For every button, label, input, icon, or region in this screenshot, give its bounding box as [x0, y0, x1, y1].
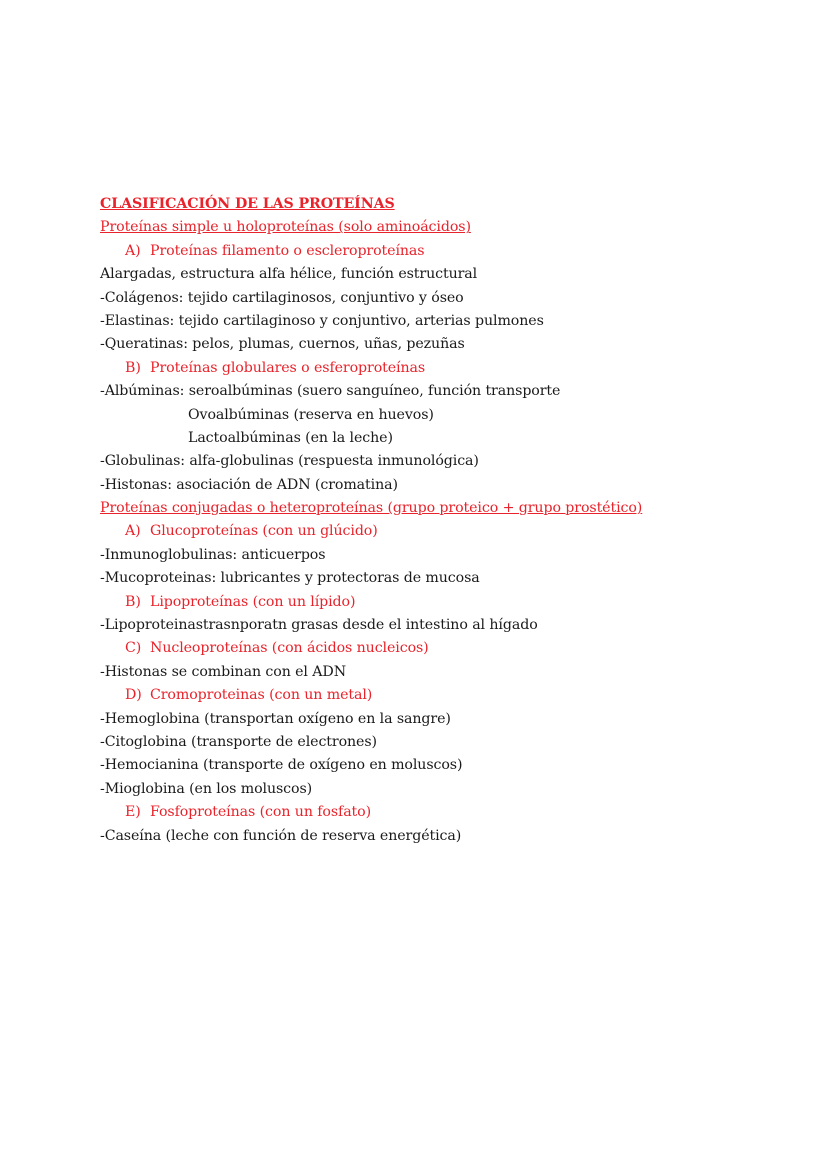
subheading-d-chromo [100, 684, 800, 707]
text-line: -Citoglobina (transporte de electrones) [100, 733, 377, 750]
text-line: -Hemocianina (transporte de oxígeno en moluscos) [100, 757, 463, 774]
document-page [100, 193, 800, 848]
subheading-a-glyco [100, 520, 800, 543]
text-line: -Lipoproteinastrasnporatn grasas desde el intestino al hígado [100, 617, 538, 634]
text-line: -Hemoglobina (transportan oxígeno en la sangre) [100, 710, 451, 727]
subheading-c-nucleo [100, 637, 800, 660]
list-marker: E) [125, 804, 141, 821]
text-line: -Elastinas: tejido cartilaginoso y conjuntivo, arterias pulmones [100, 312, 544, 329]
list-marker: A) [125, 523, 141, 540]
document-title: CLASIFICACIÓN DE LAS PROTEÍNAS [100, 196, 395, 212]
text-line: -Colágenos: tejido cartilaginosos, conjuntivo y óseo [100, 289, 464, 306]
section-heading-simple: Proteínas simple u holoproteínas (solo aminoácidos) [100, 219, 471, 236]
subheading-b-lipo [100, 591, 800, 614]
text-line: -Mucoproteinas: lubricantes y protectoras de mucosa [100, 570, 480, 587]
subheading-label: Glucoproteínas (con un glúcido) [150, 523, 378, 540]
text-line: Alargadas, estructura alfa hélice, función estructural [100, 266, 478, 283]
subheading-label: Lipoproteínas (con un lípido) [150, 593, 356, 610]
text-line: -Mioglobina (en los moluscos) [100, 780, 313, 797]
list-marker: B) [125, 593, 141, 610]
subheading-label: Nucleoproteínas (con ácidos nucleicos) [150, 640, 429, 657]
subheading-label: Proteínas globulares o esferoproteínas [150, 359, 426, 376]
text-line: -Inmunoglobulinas: anticuerpos [100, 546, 326, 563]
text-line: -Queratinas: pelos, plumas, cuernos, uñas, pezuñas [100, 336, 465, 353]
text-line: -Caseína (leche con función de reserva energética) [100, 827, 462, 844]
text-line: -Histonas se combinan con el ADN [100, 663, 347, 680]
subheading-a-filament [100, 240, 800, 263]
list-marker: A) [125, 242, 141, 259]
text-line: -Histonas: asociación de ADN (cromatina) [100, 476, 398, 493]
text-line-indented: Ovoalbúminas (reserva en huevos) [188, 406, 434, 423]
list-marker: C) [125, 640, 142, 657]
text-line-indented: Lactoalbúminas (en la leche) [188, 429, 393, 446]
subheading-label: Proteínas filamento o escleroproteínas [150, 242, 425, 259]
section-heading-conjugated: Proteínas conjugadas o heteroproteínas (grupo proteico + grupo prostético) [100, 500, 643, 517]
subheading-label: Fosfoproteínas (con un fosfato) [150, 804, 372, 821]
text-line: -Albúminas: seroalbúminas (suero sanguíneo, función transporte [100, 383, 561, 400]
text-line: -Globulinas: alfa-globulinas (respuesta inmunológica) [100, 453, 479, 470]
subheading-e-phospho [100, 801, 800, 824]
list-marker: D) [125, 687, 142, 704]
list-marker: B) [125, 359, 141, 376]
subheading-label: Cromoproteinas (con un metal) [150, 687, 373, 704]
subheading-b-globular [100, 357, 800, 380]
